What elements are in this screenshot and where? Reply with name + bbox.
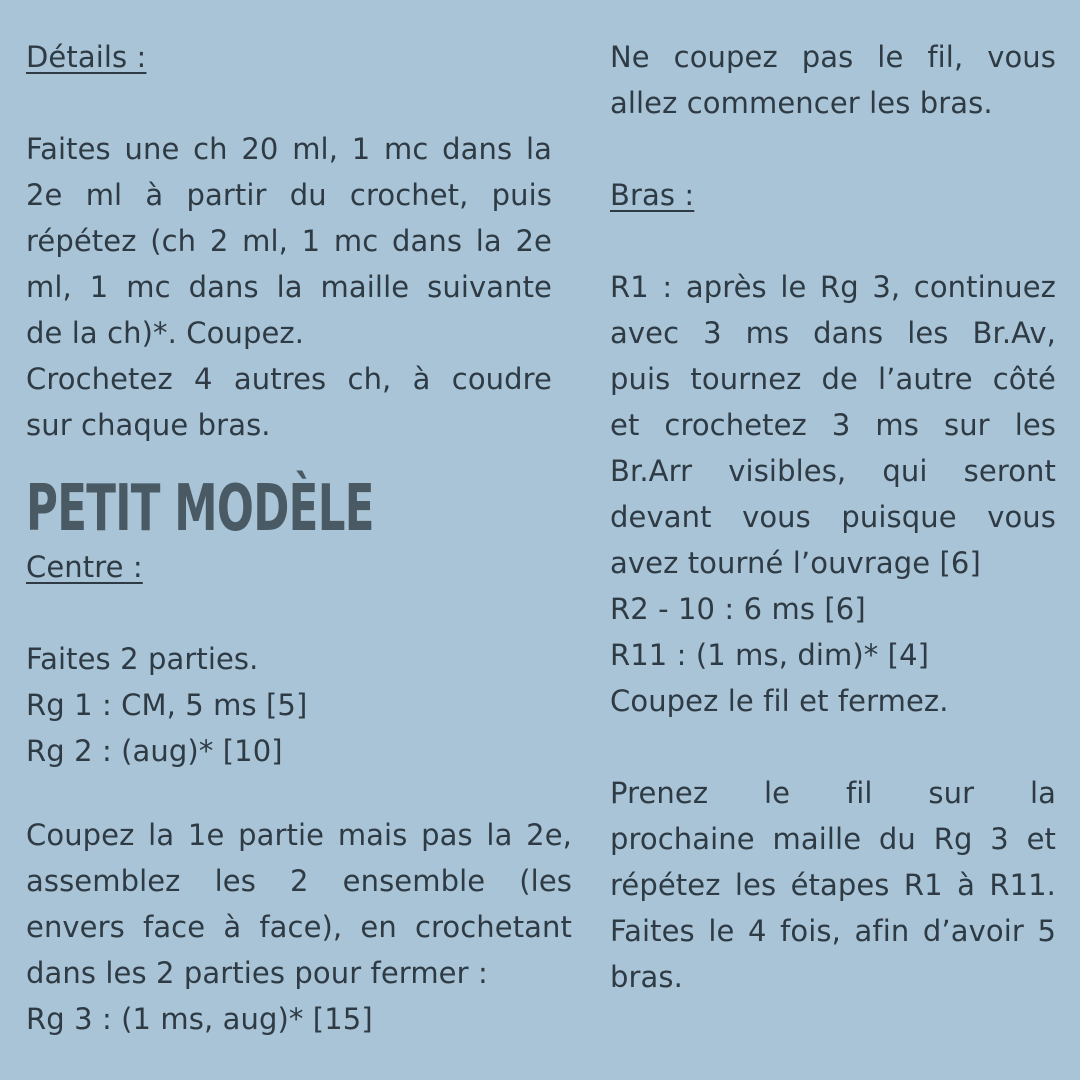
centre-line: dans les 2 parties pour fermer : <box>26 956 488 990</box>
bras-line: devant vous puisque vous <box>610 500 1056 534</box>
left-column <box>26 34 552 774</box>
final-line: Prenez le fil sur la <box>610 776 1056 810</box>
centre-line: Faites 2 parties. <box>26 642 259 676</box>
centre-line: Rg 3 : (1 ms, aug)* [15] <box>26 1002 373 1036</box>
bras-heading: Bras : <box>610 178 695 212</box>
final-line: bras. <box>610 960 683 994</box>
final-line: prochaine maille du Rg 3 et <box>610 822 1056 856</box>
final-line: Faites le 4 fois, afin d’avoir 5 <box>610 914 1056 948</box>
centre-line: Rg 1 : CM, 5 ms [5] <box>26 688 308 722</box>
details-line: sur chaque bras. <box>26 408 271 442</box>
left-column-wide-block <box>26 812 572 1042</box>
final-line: répétez les étapes R1 à R11. <box>610 868 1056 902</box>
bras-line: R1 : après le Rg 3, continuez <box>610 270 1056 304</box>
details-line: ml, 1 mc dans la maille suivante <box>26 270 552 304</box>
intro-line: Ne coupez pas le fil, vous <box>610 40 1056 74</box>
right-column <box>610 34 1056 1000</box>
intro-line: allez commencer les bras. <box>610 86 993 120</box>
details-heading: Détails : <box>26 40 147 74</box>
bras-line: et crochetez 3 ms sur les <box>610 408 1056 442</box>
centre-heading: Centre : <box>26 550 143 584</box>
bras-line: Coupez le fil et fermez. <box>610 684 949 718</box>
bras-line: avez tourné l’ouvrage [6] <box>610 546 981 580</box>
bras-line: R11 : (1 ms, dim)* [4] <box>610 638 930 672</box>
centre-line: assemblez les 2 ensemble (les <box>26 864 572 898</box>
details-line: répétez (ch 2 ml, 1 mc dans la 2e <box>26 224 552 258</box>
centre-line: Rg 2 : (aug)* [10] <box>26 734 283 768</box>
bras-line: puis tournez de l’autre côté <box>610 362 1056 396</box>
details-line: Faites une ch 20 ml, 1 mc dans la <box>26 132 552 166</box>
section-title: PETIT MODÈLE <box>26 472 374 546</box>
centre-line: envers face à face), en crochetant <box>26 910 572 944</box>
bras-line: avec 3 ms dans les Br.Av, <box>610 316 1056 350</box>
details-line: de la ch)*. Coupez. <box>26 316 305 350</box>
details-line: Crochetez 4 autres ch, à coudre <box>26 362 552 396</box>
bras-line: Br.Arr visibles, qui seront <box>610 454 1056 488</box>
centre-line: Coupez la 1e partie mais pas la 2e, <box>26 818 572 852</box>
bras-line: R2 - 10 : 6 ms [6] <box>610 592 866 626</box>
details-line: 2e ml à partir du crochet, puis <box>26 178 552 212</box>
